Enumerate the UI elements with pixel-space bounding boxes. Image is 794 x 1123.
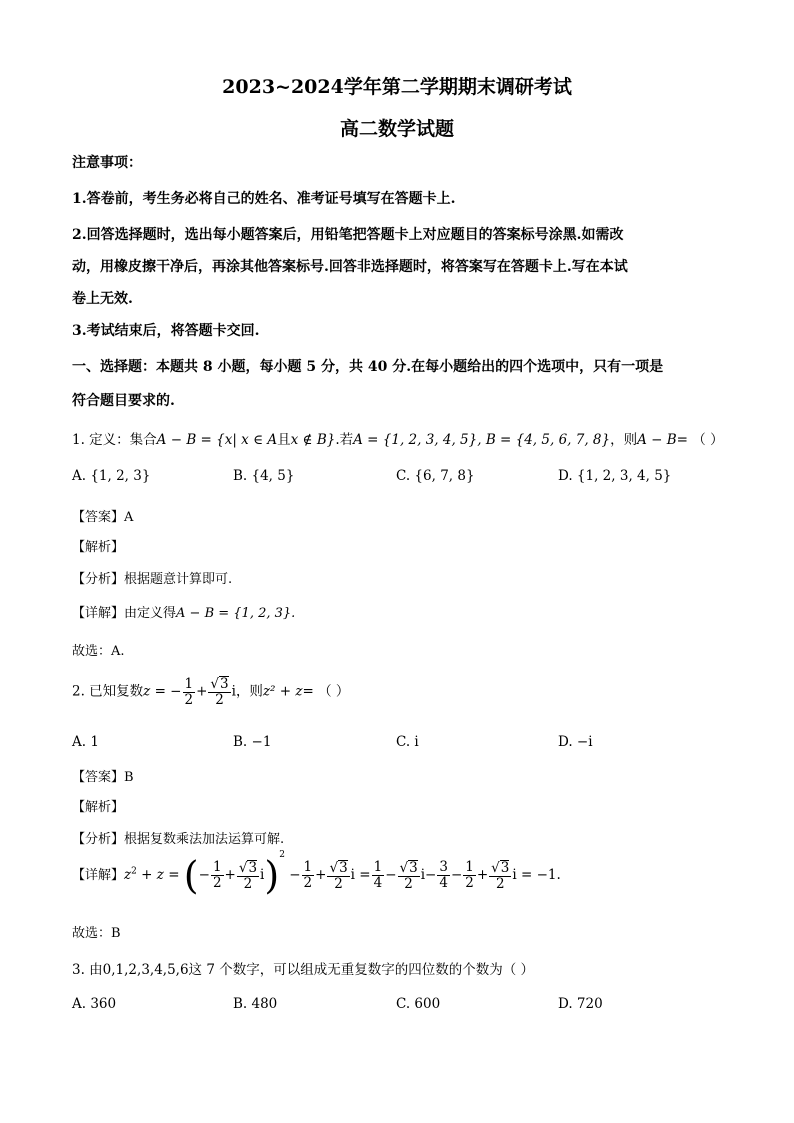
q2-fenxi-text: 根据复数乘法加法运算可解. xyxy=(124,832,285,847)
q1-expr: A − B xyxy=(637,432,677,448)
note-item-1: 1.答卷前，考生务必将自己的姓名、准考证号填写在答题卡上. xyxy=(72,191,456,207)
q2-expr: z² + z xyxy=(262,683,303,700)
q2-detail: 【详解】$z^2 + z$ = (− $\frac{1}{2}$ + $\frac{√3}{2}$ i)$^2$ − $\frac{1}{2}$ + $\frac{√3}{2}$ i = $\frac{1}{4}$ − $\frac{√3}{2}$ i− $\frac{3}{4}$ − $\frac{1}{2}$ + $\frac{√3}{2}$ i = −1. xyxy=(72,850,561,898)
question-3-stem xyxy=(72,958,722,978)
q3-digits: 0,1,2,3,4,5,6 xyxy=(102,962,189,978)
q2-answer-tag: 【答案】 xyxy=(72,770,125,785)
q1-definition: A − B = {x| x ∈ A xyxy=(156,432,278,448)
q1-answer-tag: 【答案】 xyxy=(72,510,125,525)
q1-fenxi-text: 根据题意计算即可. xyxy=(124,572,233,587)
q1-option-d: D. {1, 2, 3, 4, 5} xyxy=(558,468,672,484)
q1-fenxi xyxy=(72,568,722,587)
q1-prefix: 1. 定义：集合 xyxy=(72,432,157,448)
q1-analysis-tag: 【解析】 xyxy=(72,540,125,555)
q1-detail-tag: 【详解】 xyxy=(72,606,125,621)
note-item-3: 3.考试结束后，将答题卡交回. xyxy=(72,323,260,339)
question-1-stem xyxy=(72,428,722,448)
q3-option-a: A. 360 xyxy=(72,996,117,1012)
section-1-heading-line-2: 符合题目要求的. xyxy=(72,393,175,409)
q1-fenxi-tag: 【分析】 xyxy=(72,572,125,587)
notes-heading: 注意事项： xyxy=(72,155,142,171)
page-subtitle: 高二数学试题 xyxy=(339,118,454,140)
note-item-2-line-3: 卷上无效. xyxy=(72,291,133,307)
q3-text: 这 7 个数字，可以组成无重复数字的四位数的个数为（ ） xyxy=(188,962,535,978)
q1-ask: ，则 xyxy=(610,432,638,448)
q2-answer xyxy=(72,766,722,785)
q2-detail-tag: 【详解】 xyxy=(72,868,125,883)
q2-z: z = − xyxy=(143,683,182,700)
q1-choose: 故选：A. xyxy=(72,644,125,659)
q2-fenxi xyxy=(72,828,722,847)
q1-set-b: , B = {4, 5, 6, 7, 8} xyxy=(477,432,611,448)
page-title: 2023~2024学年第二学期期末调研考试 xyxy=(222,76,572,98)
q3-option-c: C. 600 xyxy=(396,996,441,1012)
q1-option-c: C. {6, 7, 8} xyxy=(396,468,475,484)
q3-option-d: D. 720 xyxy=(558,996,603,1012)
q2-sqrt3-fraction: $\frac{√3}{2}$ xyxy=(210,676,229,708)
q2-option-a: A. 1 xyxy=(72,734,99,750)
q1-answer-value: A xyxy=(124,510,134,525)
q1-if: .若 xyxy=(335,432,354,448)
q2-fenxi-tag: 【分析】 xyxy=(72,832,125,847)
q1-answer xyxy=(72,506,722,525)
note-item-2-line-1: 2.回答选择题时，选出每小题答案后，用铅笔把答题卡上对应题目的答案标号涂黑.如需改 xyxy=(72,227,624,243)
q1-blank: = （ ） xyxy=(676,432,724,448)
q3-prefix: 3. 由 xyxy=(72,962,103,978)
q1-option-b: B. {4, 5} xyxy=(233,468,295,484)
q2-option-d: D. −i xyxy=(558,734,593,750)
section-1-heading-line-1: 一、选择题：本题共 8 小题，每小题 5 分，共 40 分.在每小题给出的四个选项中，只有一项是 xyxy=(72,359,664,375)
q1-and: 且 xyxy=(277,432,291,448)
q1-definition-2: x ∉ B} xyxy=(290,432,336,448)
q1-detail-expr: A − B = {1, 2, 3}. xyxy=(176,606,296,621)
q1-detail xyxy=(72,602,722,621)
q2-blank: = （ ） xyxy=(302,683,350,700)
q2-ask: ，则 xyxy=(235,683,263,700)
q2-option-b: B. −1 xyxy=(233,734,272,750)
q2-answer-value: B xyxy=(124,770,134,785)
q2-analysis-tag: 【解析】 xyxy=(72,800,125,815)
q2-half-fraction: $\frac{1}{2}$ xyxy=(184,675,194,708)
question-2-stem: 2. 已知复数z = − $\frac{1}{2}$ + $\frac{√3}{2}$ i，则z² + z= （ ） xyxy=(72,675,350,708)
q2-prefix: 2. 已知复数 xyxy=(72,683,144,700)
q1-set-a: A = {1, 2, 3, 4, 5} xyxy=(353,432,478,448)
q2-choose: 故选：B xyxy=(72,926,121,941)
note-item-2-line-2: 动，用橡皮擦干净后，再涂其他答案标号.回答非选择题时，将答案写在答题卡上.写在本试 xyxy=(72,259,628,275)
q3-option-b: B. 480 xyxy=(233,996,278,1012)
q1-detail-text: 由定义得 xyxy=(124,606,177,621)
q2-option-c: C. i xyxy=(396,734,419,750)
q1-option-a: A. {1, 2, 3} xyxy=(72,468,151,484)
